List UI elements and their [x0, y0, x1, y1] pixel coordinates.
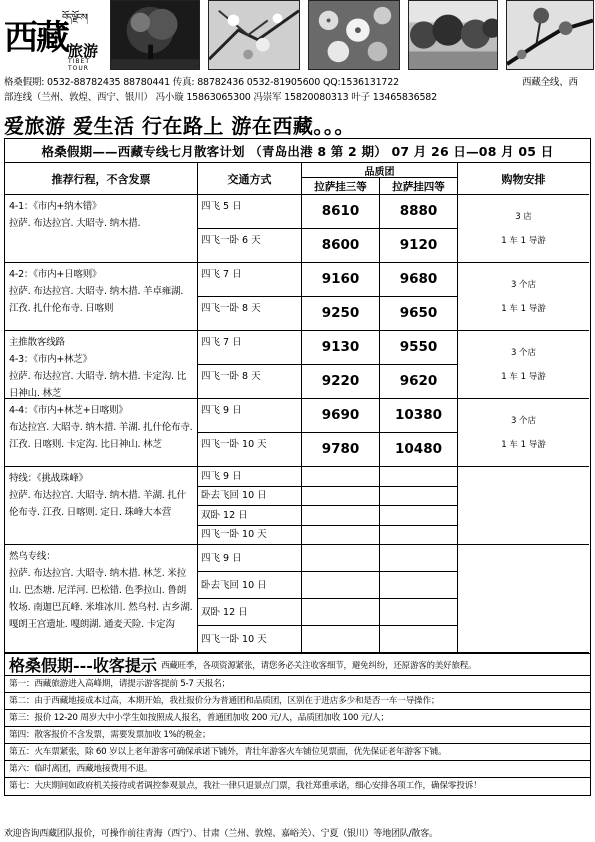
transport-label: 四飞 7 日: [201, 337, 242, 348]
transport-option: [198, 365, 302, 399]
logo-english-text: TIBET TOUR: [68, 58, 91, 72]
tips-header: [5, 654, 590, 676]
header-tier4: 拉萨挂四等: [380, 178, 458, 195]
price-tier3: [302, 526, 380, 546]
price-tier3: [302, 545, 380, 572]
tip-item: 第五：火车票紧张，除 60 岁以上老年游客可确保承诺下铺外，青壮年游客火车铺位见票面，优先保证老年游客下铺。: [5, 744, 590, 761]
price-tier4: 8880: [380, 195, 458, 229]
transport-label: 双卧 12 日: [201, 509, 248, 521]
shop-count: 3 店: [515, 211, 532, 222]
transport-option: [198, 229, 302, 263]
slogan: 爱旅游 爱生活 行在路上 游在西藏。。。: [4, 114, 355, 138]
price-tier4: 9550: [380, 331, 458, 365]
shopping-arrangement: [458, 331, 589, 399]
header-tier3: 拉萨挂三等: [302, 178, 380, 195]
tip-item: 第二：由于西藏地接成本过高，本期开始，我社报价分为普通团和品质团，区别在于进店多少和是否一车一导操作；: [5, 693, 590, 710]
transport-label: 卧去飞回 10 日: [201, 490, 267, 502]
transport-label: 卧去飞回 10 日: [201, 579, 267, 591]
tips-subtitle: 西藏旺季，各项资源紧张，请您务必关注收客细节，避免纠纷，还原游客的美好旅程。: [160, 660, 477, 671]
transport-label: 四飞一卧 6 天: [201, 235, 261, 246]
transport-option: [198, 433, 302, 467]
price-tier4: 10480: [380, 433, 458, 467]
shop-count: 3 个店: [510, 279, 537, 290]
tip-item: 第四：散客报价不含发票，需要发票加收 1%的税金；: [5, 727, 590, 744]
transport-option: [198, 263, 302, 297]
route-description: 4-1：《市内+纳木错》 拉萨. 布达拉宫. 大昭寺. 纳木措.: [5, 195, 198, 263]
header: [0, 0, 595, 72]
header-transport: 交通方式: [198, 163, 302, 195]
transport-option: [198, 331, 302, 365]
price-tier3: 9780: [302, 433, 380, 467]
transport-option: [198, 399, 302, 433]
transport-option: [198, 467, 302, 487]
price-tier4: [380, 599, 458, 626]
price-tier3: 9130: [302, 331, 380, 365]
price-tier3: 9160: [302, 263, 380, 297]
route-description: 然乌专线： 拉萨. 布达拉宫. 大昭寺. 纳木措. 林芝. 米拉山. 巴杰塘. 尼洋河. 巴松错. 色季拉山. 鲁朗牧场. 南迦巴瓦峰. 米堆冰川. 然乌村. 古乡湖. 嘎朗王宫遗址. 嘎朗湖. 通麦天险. 卡定沟: [5, 545, 198, 653]
shop-count: 3 个店: [510, 415, 537, 426]
forest-photo: [408, 0, 498, 70]
price-tier3: [302, 487, 380, 507]
logo-tibetan-text: བོད་ལྗོངས།: [62, 13, 88, 23]
price-tier4: [380, 626, 458, 653]
price-tier3: [302, 626, 380, 653]
guide-arrangement: 1 车 1 导游: [501, 439, 546, 450]
price-tier3: 9250: [302, 297, 380, 331]
transport-option: [198, 599, 302, 626]
shopping-arrangement: [458, 263, 589, 331]
price-tier3: [302, 572, 380, 599]
price-tier3: 9690: [302, 399, 380, 433]
transport-label: 双卧 12 日: [201, 606, 248, 618]
tips-section: [5, 653, 590, 795]
tip-item: 第三：报价 12-20 周岁大中小学生如按照成人报名，普通团加收 200 元/人，品质团加收 100 元/人；: [5, 710, 590, 727]
transport-option: [198, 487, 302, 507]
guide-arrangement: 1 车 1 导游: [501, 235, 546, 246]
tree-photo: [110, 0, 200, 70]
transport-label: 四飞 7 日: [201, 269, 242, 280]
contact-staff-line: 部连线（兰州、敦煌、西宁、银川） 冯小璇 15863065300 冯崇军 15820080313 叶子 13465836582: [4, 92, 437, 103]
price-tier4: [380, 572, 458, 599]
price-tier3: 8610: [302, 195, 380, 229]
transport-option: [198, 506, 302, 526]
contact-routes-right: 西藏全线、西: [522, 77, 578, 88]
transport-option: [198, 526, 302, 546]
transport-label: 四飞 9 日: [201, 405, 242, 416]
price-tier4: [380, 526, 458, 546]
logo-text: 西藏: [4, 18, 68, 58]
logo-travel-text: 旅游: [68, 42, 99, 60]
transport-label: 四飞 9 日: [201, 552, 242, 564]
shop-count: 3 个店: [510, 347, 537, 358]
price-tier4: [380, 467, 458, 487]
transport-option: [198, 626, 302, 653]
price-tier3: 8600: [302, 229, 380, 263]
tip-item: 第七：大庆期间如政府机关接待或者调控参观景点，我社一律只退景点门票，我社郑重承诺，细心安排各项工作，确保零投诉！: [9, 781, 482, 791]
transport-option: [198, 572, 302, 599]
header-shopping: 购物安排: [458, 163, 589, 195]
tree-branch-photo: [506, 0, 594, 70]
price-tier3: [302, 599, 380, 626]
shopping-arrangement: [458, 467, 589, 545]
tour-plan-table: [4, 138, 591, 796]
tibet-tour-logo: [4, 6, 108, 72]
price-tier3: [302, 506, 380, 526]
transport-label: 四飞一卧 10 天: [201, 633, 267, 645]
tips-list: [5, 676, 590, 795]
transport-label: 四飞一卧 8 天: [201, 303, 261, 314]
price-tier4: [380, 545, 458, 572]
shopping-arrangement: [458, 399, 589, 467]
price-tier4: 9650: [380, 297, 458, 331]
guide-arrangement: 1 车 1 导游: [501, 303, 546, 314]
header-quality: 品质团: [302, 163, 458, 178]
transport-label: 四飞一卧 10 天: [201, 529, 267, 541]
route-description: 主推散客线路 4-3：《市内+林芝》 拉萨. 布达拉宫. 大昭寺. 纳木措. 卡定沟. 比日神山. 林芝: [5, 331, 198, 399]
route-description: 特线：《挑战珠峰》 拉萨. 布达拉宫. 大昭寺. 纳木措. 羊湖. 扎什伦布寺. 江孜. 日喀则. 定日. 珠峰大本营: [5, 467, 198, 545]
price-tier3: [302, 467, 380, 487]
price-tier4: [380, 487, 458, 507]
transport-label: 四飞 5 日: [201, 201, 242, 212]
footer-note: 欢迎咨询西藏团队报价，可操作前往青海（西宁）、甘肃（兰州、敦煌、嘉峪关）、宁夏（银川）等地团队/散客。: [4, 829, 438, 839]
price-tier4: 10380: [380, 399, 458, 433]
plan-title: 格桑假期——西藏专线七月散客计划 （青岛出港 8 第 2 期） 07 月 26 日—08 月 05 日: [5, 139, 590, 163]
route-description: 4-4：《市内+林芝+日喀则》 布达拉宫. 大昭寺. 纳木措. 羊湖. 扎什伦布寺. 江孜. 日喀则. 卡定沟. 比日神山. 林芝: [5, 399, 198, 467]
price-tier4: 9620: [380, 365, 458, 399]
transport-option: [198, 545, 302, 572]
blossom-photo: [208, 0, 300, 70]
route-description: 4-2：《市内+日喀则》 拉萨. 布达拉宫. 大昭寺. 纳木措. 羊卓雍湖. 江孜. 扎什伦布寺. 日喀则: [5, 263, 198, 331]
price-tier4: [380, 506, 458, 526]
flowers-photo: [308, 0, 400, 70]
shopping-arrangement: [458, 545, 589, 653]
header-route: 推荐行程，不含发票: [5, 163, 198, 195]
price-tier4: 9120: [380, 229, 458, 263]
transport-label: 四飞一卧 8 天: [201, 371, 261, 382]
tip-item: 第六：临时离团，西藏地接费用不退。: [5, 761, 590, 778]
price-grid: [5, 163, 590, 653]
price-tier4: 9680: [380, 263, 458, 297]
price-tier3: 9220: [302, 365, 380, 399]
shopping-arrangement: [458, 195, 589, 263]
contact-phone-line: 格桑假期: 0532-88782435 88780441 传真: 88782436 0532-81905600 QQ:1536131722: [4, 77, 399, 88]
transport-label: 四飞一卧 10 天: [201, 439, 267, 450]
guide-arrangement: 1 车 1 导游: [501, 371, 546, 382]
transport-label: 四飞 9 日: [201, 470, 242, 482]
transport-option: [198, 195, 302, 229]
transport-option: [198, 297, 302, 331]
tips-title: 格桑假期---收客提示: [9, 656, 157, 675]
tip-item: 第一：西藏旅游进入高峰期，请提示游客提前 5-7 天报名；: [5, 676, 590, 693]
